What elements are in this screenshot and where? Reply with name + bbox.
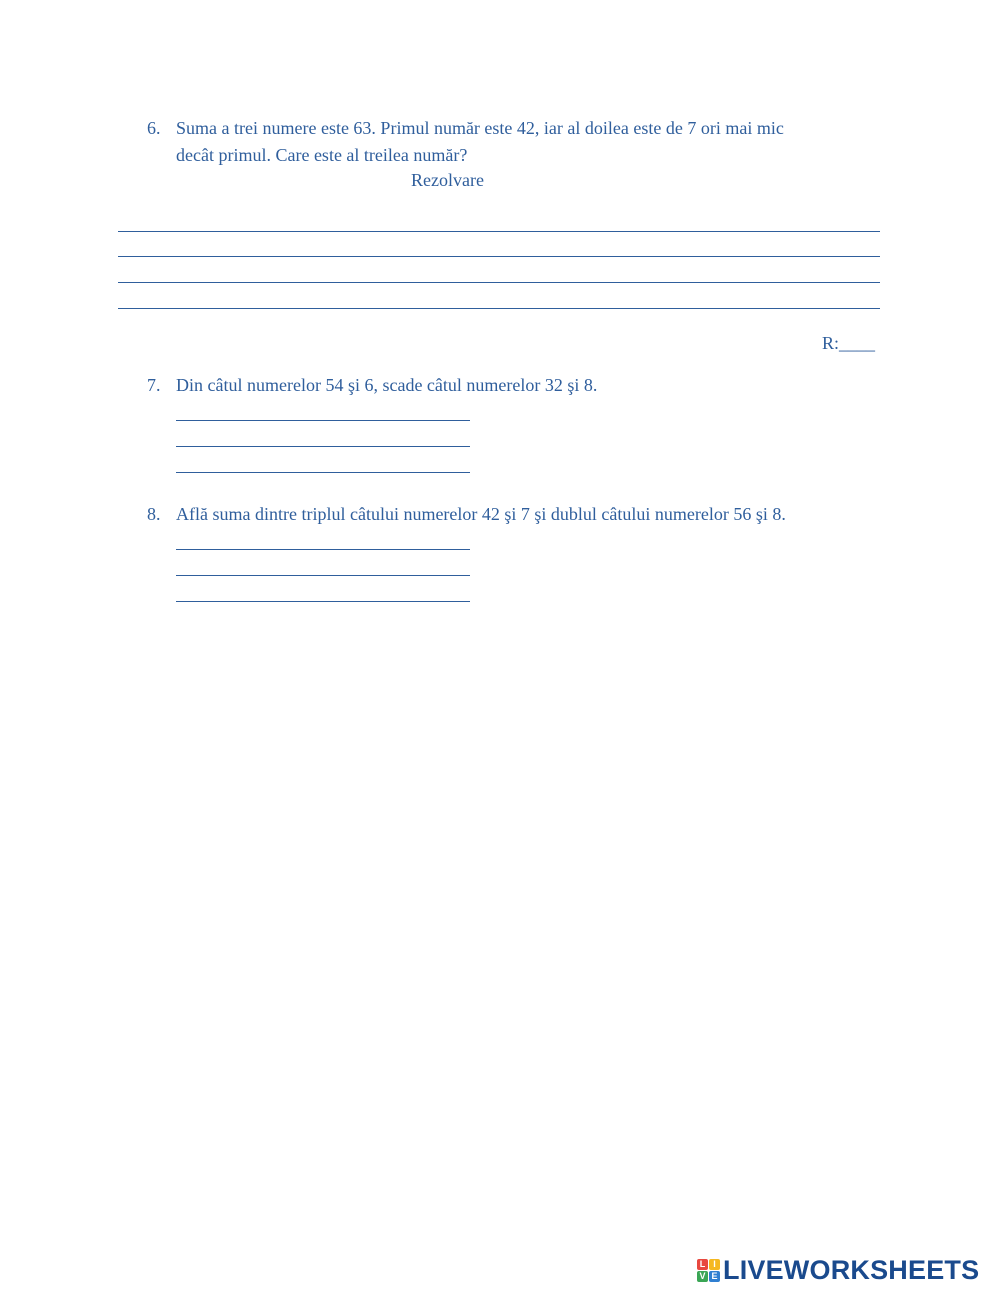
answer-line-2[interactable]: [118, 256, 880, 257]
q8-answer-line-1[interactable]: [176, 549, 470, 550]
solution-heading: Rezolvare: [411, 170, 484, 190]
q7-answer-line-3[interactable]: [176, 472, 470, 473]
q7-answer-line-2[interactable]: [176, 446, 470, 447]
logo-letter-e: E: [709, 1271, 720, 1282]
answer-line-1[interactable]: [118, 231, 880, 232]
q7-answer-line-1[interactable]: [176, 420, 470, 421]
question-7-text: Din câtul numerelor 54 şi 6, scade câtul numerelor 32 şi 8.: [176, 375, 598, 395]
question-8-text: Află suma dintre triplul câtului numerelor 42 şi 7 şi dublul câtului numerelor 56 şi 8.: [176, 504, 786, 524]
logo-blocks-icon: [697, 1259, 720, 1282]
answer-line-4[interactable]: [118, 308, 880, 309]
question-8-number: 8.: [147, 504, 161, 524]
liveworksheets-logo: [697, 1255, 979, 1285]
question-6-number: 6.: [147, 118, 161, 138]
answer-line-3[interactable]: [118, 282, 880, 283]
question-6-text-line2: decât primul. Care este al treilea număr?: [176, 145, 468, 165]
logo-text: LIVEWORKSHEETS: [723, 1255, 980, 1285]
answer-label[interactable]: R:____: [822, 333, 876, 353]
logo-letter-i: I: [709, 1259, 720, 1270]
logo-letter-v: V: [697, 1271, 708, 1282]
q8-answer-line-2[interactable]: [176, 575, 470, 576]
logo-letter-l: L: [697, 1259, 708, 1270]
question-6-text-line1: Suma a trei numere este 63. Primul număr este 42, iar al doilea este de 7 ori mai mic: [176, 118, 784, 138]
q8-answer-line-3[interactable]: [176, 601, 470, 602]
question-7-number: 7.: [147, 375, 161, 395]
